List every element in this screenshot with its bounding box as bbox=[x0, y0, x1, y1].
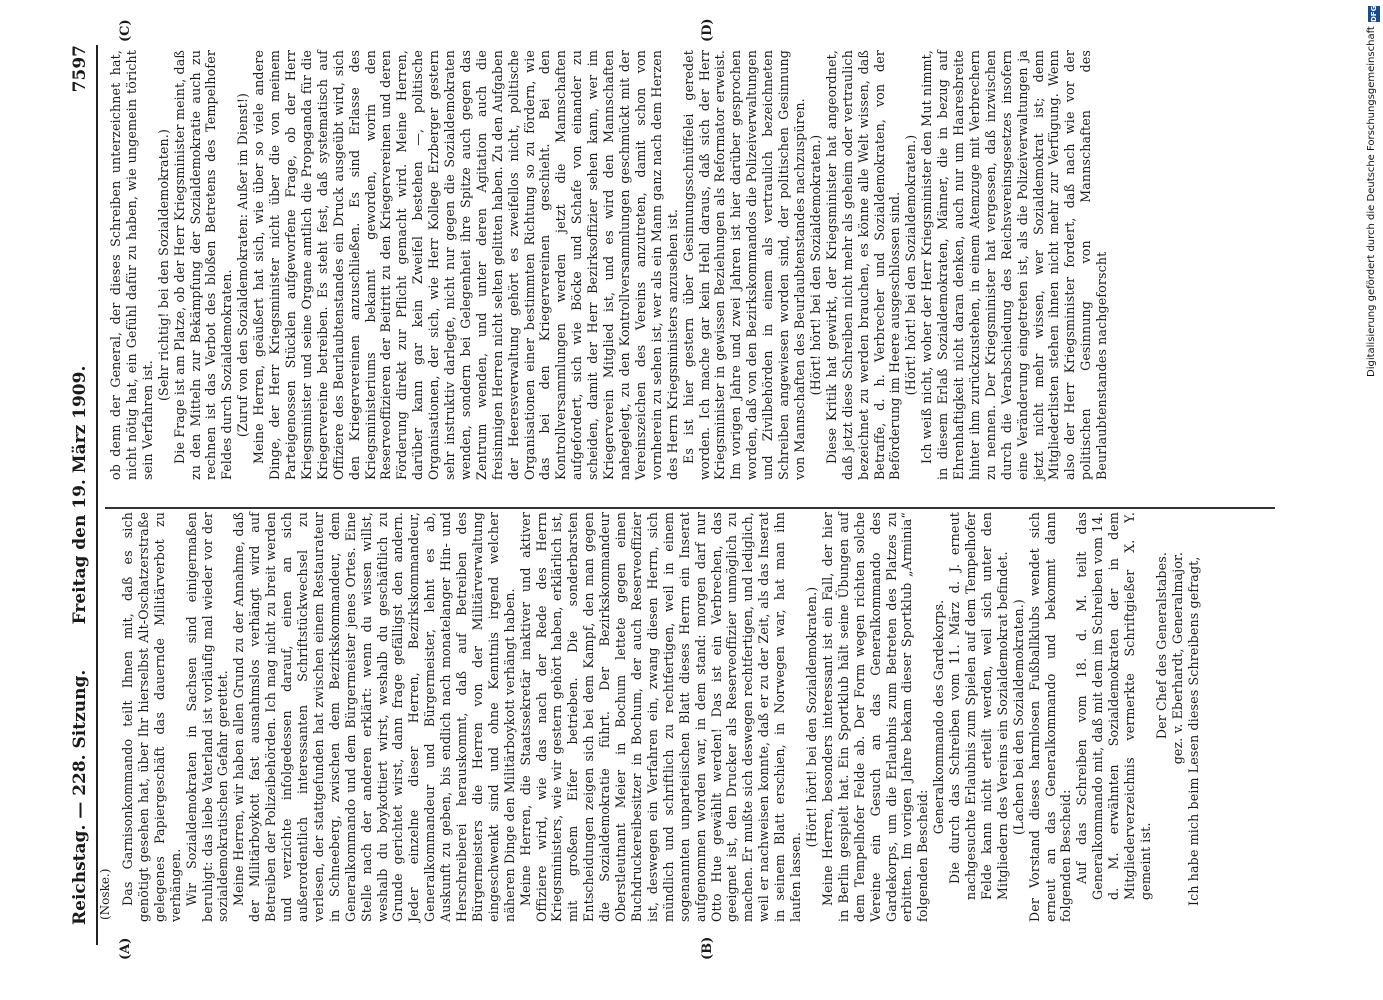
interjection: (Hört! hört! bei den Sozialdemokraten.) bbox=[803, 586, 819, 848]
page-header bbox=[70, 45, 96, 945]
interjection: (Zuruf von den Sozialdemokraten: Außer im Dienst!) bbox=[235, 92, 251, 438]
speaker-note: (Noske.) bbox=[98, 868, 112, 920]
signature-title: Der Chef des Generalstabes. bbox=[1153, 552, 1169, 740]
header-rule bbox=[96, 45, 98, 945]
column-left bbox=[108, 512, 1202, 922]
interjection: (Hört! hört! bei den Sozialdemokraten.) bbox=[807, 134, 823, 396]
paragraph: Meine Herren, die Staatssekretär inaktiver und aktiver Offiziere wird, wie das nach der Rede des Herrn Kriegsministers, wie wir gestern gehört haben, erklärlich ist, mit großem Eifer betrieben. Die sonderbarsten Entscheidungen zeigen sich bei dem Kampf, den man gegen die Sozialdemokratie führt. Der Bezirkskommandeur Oberstleutnant Meier in Bochum lettete gegen einen Buchdruckereibesitzer in Bochum, der auch Reserveoffizier ist, deswegen ein Verfahren ein, zwang diesen Herrn, sich mündlich und schriftlich zu rechtfertigen, weil in einem sogenannten unparteiischen Blatt dieses Herrn ein Inserat aufgenommen worden war, in dem stand: morgen darf nur Otto Hue gewählt werden! Das ist ein Verbrechen, das geeignet ist, den Drucker als Reserveoffizier unmöglich zu machen. Er mußte sich deswegen rechtfertigen, und lediglich, weil er nachweisen konnte, daß er zu der Zeit, als das Inserat in seinem Blatt erschien, in Norwegen war, hat man ihn laufen lassen. bbox=[517, 512, 804, 922]
paragraph: Wir Sozialdemokraten in Sachsen sind einigermaßen beruhigt: das liebe Vaterland ist vorläufig mal wieder vor der sozialdemokratischen Gefahr gerettet. bbox=[183, 512, 231, 922]
paragraph: Meine Herren, besonders interessant ist ein Fall, der hier in Berlin gespielt hat. Ein Sportklub hält seine Übungen auf dem Tempelhofer Felde ab. Der Form wegen richten solche Vereine ein Gesuch an das Generalkommando des Gardekorps, um die Erlaubnis zum Betreten des Platzes zu erbitten. Im vorigen Jahre bekam dieser Sportklub „Arminia“ folgenden Bescheid: bbox=[819, 512, 931, 922]
paragraph: Der Vorstand dieses harmlosen Fußballklubs wendet sich erneut an das Generalkommando und bekommt dann folgenden Bescheid: bbox=[1026, 512, 1074, 922]
column-divider bbox=[105, 507, 1275, 509]
interjection: (Lachen bei den Sozialdemokraten.) bbox=[1010, 599, 1026, 835]
paragraph: Meine Herren, geäußert hat sich, wie über so viele andere Dinge, der Herr Kriegsminister nicht über die von meinem Parteigenossen Stücklen aufgeworfene Frage, ob der Herr Kriegsminister und seine Organe amtlich die Propaganda für die Kriegervereine betreiben. Es steht fest, daß systematisch auf Offiziere des Beurlaubtenstandes ein Druck ausgeübt wird, sich den Kriegervereinen anzuschließen. Es sind Erlasse des Kriegsministeriums bekannt geworden, worin den Reserveoffizieren der Beitritt zu den Kriegervereinen und deren Förderung direkt zur Pflicht gemacht wird. Meine Herren, darüber kann gar kein Zweifel bestehen —, politische Organisationen, der sich, wie Herr Kollege Erzberger gestern sehr instruktiv darlegte, nicht nur gegen die Sozialdemokraten wenden, sondern bei Gelegenheit ihre Spitze auch gegen das Zentrum wenden, und unter deren Agitation auch die freisinnigen Herren nicht selten gelitten haben. Zu den Aufgaben der Heeresverwaltung gehört es zweifellos nicht, politische Organisationen einer bestimmten Richtung so zu fördern, wie das bei den Kriegervereinen geschieht. Bei den Kontrollversammlungen werden jetzt die Mannschaften aufgefordert, sich wie Böcke und Schafe von einander zu scheiden, damit der Herr Bezirksoffizier sehen kann, wer im Kriegerverein Mitglied ist, und es wird den Mannschaften nahegelegt, zu den Kontrollversammlungen geschmückt mit der Vereinszeichen des Vereins anzutreten, damit schon von vornherein zu sehen ist, wer als ein Mann ganz nach dem Herzen des Herrn Kriegsministers anzusehen ist. bbox=[251, 50, 680, 480]
paragraph: Es ist hier gestern über Gesinnungsschnüffelei geredet worden. Ich mache gar kein Hehl daraus, daß sich der Herr Kriegsminister in gewissen Beziehungen als Reformator erweist. Im vorigen Jahre und zwei Jahren ist hier darüber gesprochen worden, daß von den Bezirkskommandos die Polizeiverwaltungen und Zivilbehörden in einem als vertraulich bezeichneten Schreiben angewiesen worden sind, der politischen Gesinnung von Mannschaften des Beurlaubtenstandes nachzuspüren. bbox=[680, 50, 807, 480]
signature: gez. v. Eberhardt, Generalmajor. bbox=[1169, 552, 1185, 765]
quote: Auf das Schreiben vom 18. d. M. teilt das Generalkommando mit, daß mit dem im Schreiben vom 14. d. M. erwähnten Sozialdemokraten der in dem Mitgliederverzeichnis vermerkte Schriftgießer X. Y. gemeint ist. bbox=[1074, 512, 1153, 900]
digitization-credit: Digitalisierung gefördert durch die Deutsche Forschungsgemeinschaft bbox=[1366, 26, 1377, 377]
interjection: (Sehr richtig! bei den Sozialdemokraten.) bbox=[155, 128, 171, 402]
quote: Die durch das Schreiben vom 11. März d. J. erneut nachgesuchte Erlaubnis zum Spielen auf dem Tempelhofer Felde kann nicht erteilt werden, weil sich unter den Mitgliedern des Vereins ein Sozialdemokrat befindet. bbox=[947, 512, 1010, 900]
margin-marker-a: (A) bbox=[118, 937, 133, 960]
header-date: Freitag den 19. März 1909. bbox=[70, 365, 90, 625]
paragraph: Ich weiß nicht, woher der Herr Kriegsminister den Mut nimmt, in diesem Erlaß Sozialdemokraten, Männer, die in bezug auf Ehrenhaftigkeit nicht daran denken, auch nur um Haaresbreite hinter ihm zurückzustehen, in einem Atemzuge mit Verbrechern zu nennen. Der Kriegsminister hat vergessen, daß inzwischen durch die Verabschiedung des Reichsvereinsgesetzes insofern eine Veränderung eingetreten ist, als die Polizeiverwaltungen ja jetzt nicht mehr wissen, wer Sozialdemokrat ist; denn Mitgliederlisten stehen ihnen nicht mehr zur Verfügung. Wenn also der Herr Kriegsminister fordert, daß nach wie vor der politischen Gesinnung von Mannschaften des Beurlaubtenstandes nachgeforscht bbox=[919, 50, 1110, 480]
paragraph: Die Frage ist am Platze, ob der Herr Kriegsminister meint, daß zu den Mitteln zur Bekämpfung der Sozialdemokratie auch zu rechnen ist das Verbot des bloßen Betretens des Tempelhofer Feldes durch Sozialdemokraten. bbox=[171, 50, 235, 480]
paragraph: ob denn der General, der dieses Schreiben unterzeichnet hat, nicht nötig hat, ein Gefühl dafür zu haben, wie ungemein töricht sein Verfahren ist. bbox=[108, 50, 155, 480]
paragraph: Das Garnisonkommando teilt Ihnen mit, daß es sich genötigt gesehen hat, über Ihr hierselbst Alt-Oschatzerstraße gelegenes Papiergeschäft das dauernde Militärverbot zu verhängen. bbox=[120, 512, 183, 922]
margin-marker-d: (D) bbox=[700, 18, 715, 42]
quote-heading: Generalkommando des Gardekorps. bbox=[931, 599, 947, 835]
interjection: (Hört! hört! bei den Sozialdemokraten.) bbox=[903, 134, 919, 396]
header-left: Reichstag. — 228. Sitzung. bbox=[70, 669, 90, 925]
column-right bbox=[108, 50, 1110, 480]
paragraph: Diese Kritik hat gewirkt, der Kriegsminister hat angeordnet, daß jetzt diese Schreiben nicht mehr als geheim oder vertraulich bezeichnet zu werden brauchen, es könne alle Welt wissen, daß Betraffe, d. h. Verbrecher und Sozialdemokraten, von der Beförderung im Heere ausgeschlossen sind. bbox=[823, 50, 903, 480]
margin-marker-b: (B) bbox=[700, 936, 715, 960]
paragraph: Ich habe mich beim Lesen dieses Schreibens gefragt, bbox=[1185, 556, 1201, 906]
page-number: 7597 bbox=[70, 45, 90, 93]
paragraph: Meine Herren, wir haben allen Grund zu der Annahme, daß der Militärboykott fast ausnahmslos verhängt wird auf Betreiben der Polizeibehörden. Ich mag nicht zu breit werden und verzichte infolgedessen darauf, einen an sich außerordentlich interessanten Schriftstückwechsel zu verlesen, der stattgefunden hat zwischen einem Restaurateur in Schneeberg, zwischen dem Bezirkskommandeur, dem Generalkommando und dem Bürgermeister jenes Ortes. Eine Stelle nach der anderen erklärt: wenn du wissen willst, weshalb du boykottiert wirst, weshalb du geschäftlich zu Grunde gerichtet wirst, dann frage gefälligst den andern. Jeder einzelne dieser Herren, Bezirkskommandeur, Generalkommandeur und Bürgermeister, lehnt es ab, Auskunft zu geben, bis endlich nach monatelanger Hin- und Herschreiberei herauskommt, daß auf Betreiben des Bürgermeisters die Herren von der Militärverwaltung eingeschwenkt sind und ohne Kenntnis irgend welcher näheren Dinge den Militärboykott verhängt haben. bbox=[231, 512, 517, 922]
margin-marker-c: (C) bbox=[118, 19, 133, 42]
dfg-logo: DFG bbox=[1370, 5, 1378, 22]
